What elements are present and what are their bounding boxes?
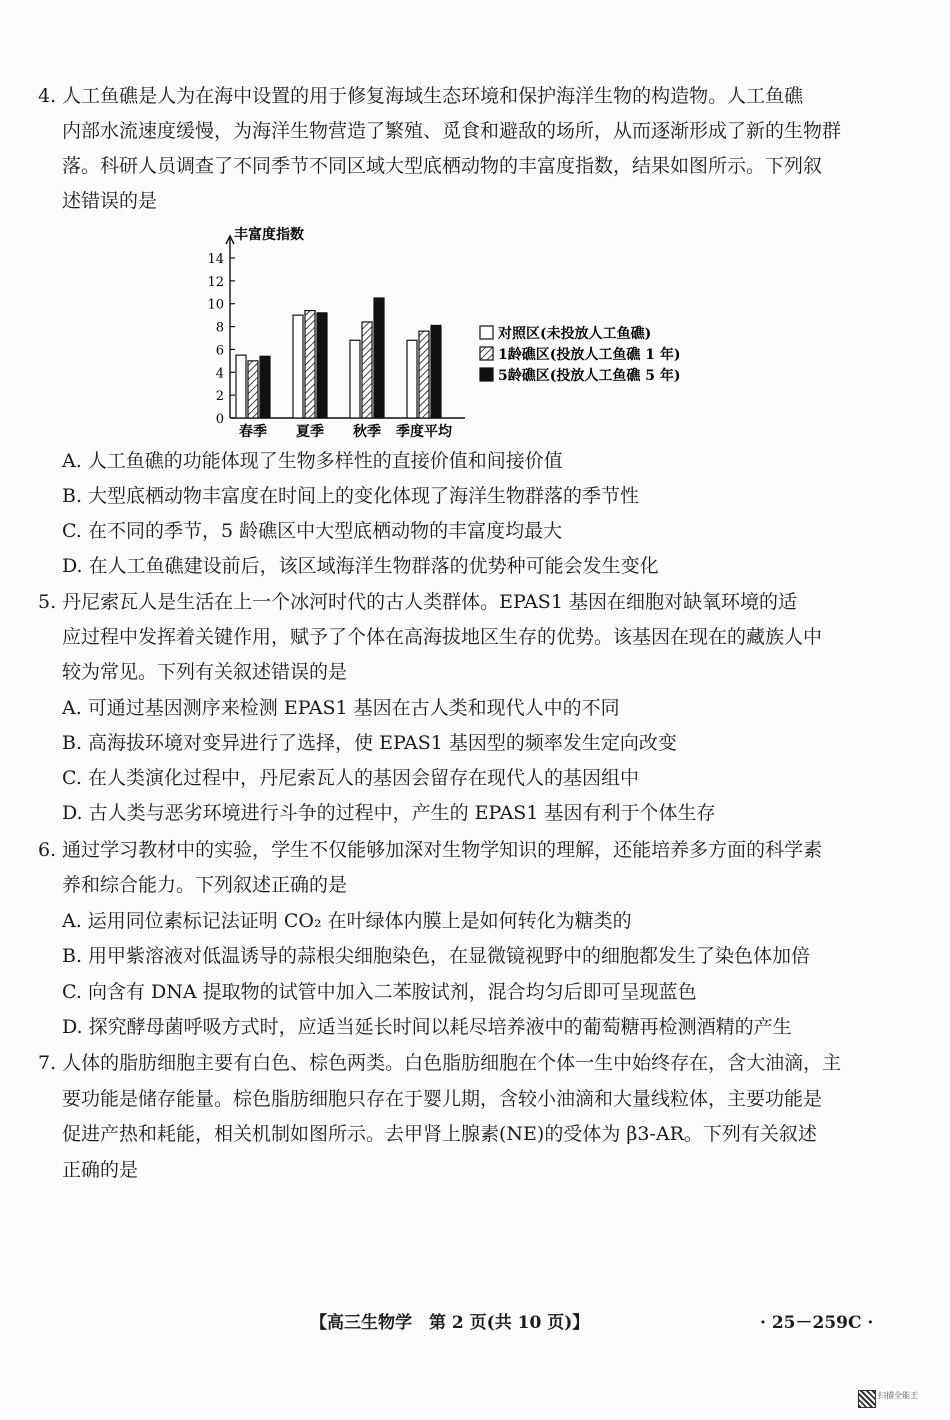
x-tick-label: 夏季 — [296, 424, 324, 440]
q5-option-c: C. 在人类演化过程中，丹尼索瓦人的基因会留存在现代人的基因组中 — [62, 767, 639, 789]
legend-swatch-1 — [480, 347, 493, 360]
bar-3-1 — [419, 331, 429, 418]
y-tick-label: 12 — [207, 274, 224, 290]
scanner-watermark: 扫描全能王 — [878, 1391, 918, 1400]
q7-line-3: 促进产热和耗能，相关机制如图所示。去甲肾上腺素(NE)的受体为 β3-AR。下列有关叙述 — [62, 1123, 817, 1145]
y-axis-label: 丰富度指数 — [234, 227, 304, 243]
q4-option-d: D. 在人工鱼礁建设前后，该区域海洋生物群落的优势种可能会发生变化 — [62, 555, 659, 577]
bar-1-0 — [293, 315, 303, 418]
x-tick-label: 季度平均 — [396, 424, 452, 440]
bar-1-1 — [305, 311, 315, 418]
q4-option-b: B. 大型底栖动物丰富度在时间上的变化体现了海洋生物群落的季节性 — [62, 485, 640, 507]
bar-3-0 — [407, 340, 417, 418]
q6-option-d: D. 探究酵母菌呼吸方式时，应适当延长时间以耗尽培养液中的葡萄糖再检测酒精的产生 — [62, 1016, 792, 1038]
q4-line-1: 4. 人工鱼礁是人为在海中设置的用于修复海域生态环境和保护海洋生物的构造物。人工鱼礁 — [38, 85, 804, 107]
q7-line-1: 7. 人体的脂肪细胞主要有白色、棕色两类。白色脂肪细胞在个体一生中始终存在，含大油滴，主 — [38, 1052, 842, 1074]
y-tick-label: 6 — [215, 343, 224, 359]
y-tick-label: 0 — [215, 412, 224, 427]
q6-option-c: C. 向含有 DNA 提取物的试管中加入二苯胺试剂，混合均匀后即可呈现蓝色 — [62, 981, 697, 1003]
bar-3-2 — [431, 325, 441, 418]
legend-label-0: 对照区(未投放人工鱼礁) — [498, 326, 652, 342]
bar-2-2 — [374, 298, 384, 418]
legend-label-1: 1龄礁区(投放人工鱼礁 1 年) — [498, 347, 681, 363]
q6-option-a: A. 运用同位素标记法证明 CO₂ 在叶绿体内膜上是如何转化为糖类的 — [62, 910, 632, 932]
q6-line-1: 6. 通过学习教材中的实验，学生不仅能够加深对生物学知识的理解，还能培养多方面的科学素 — [38, 839, 823, 861]
x-tick-label: 秋季 — [353, 424, 381, 440]
q5-option-b: B. 高海拔环境对变异进行了选择，使 EPAS1 基因型的频率发生定向改变 — [62, 732, 677, 754]
bar-1-2 — [317, 313, 327, 418]
q6-option-b: B. 用甲紫溶液对低温诱导的蒜根尖细胞染色，在显微镜视野中的细胞都发生了染色体加倍 — [62, 945, 811, 967]
page-footer-title: 【高三生物学 第 2 页(共 10 页)】 — [310, 1313, 590, 1333]
legend-swatch-2 — [480, 368, 493, 381]
qr-code-icon — [858, 1390, 876, 1408]
q4-option-c: C. 在不同的季节，5 龄礁区中大型底栖动物的丰富度均最大 — [62, 520, 563, 542]
page-footer-code: · 25－259C · — [760, 1313, 874, 1333]
bar-0-1 — [248, 361, 258, 418]
q5-option-d: D. 古人类与恶劣环境进行斗争的过程中，产生的 EPAS1 基因有利于个体生存 — [62, 802, 716, 824]
q4-option-a: A. 人工鱼礁的功能体现了生物多样性的直接价值和间接价值 — [62, 450, 563, 472]
q5-line-3: 较为常见。下列有关叙述错误的是 — [62, 661, 348, 683]
y-tick-label: 14 — [207, 252, 224, 267]
q5-line-1: 5. 丹尼索瓦人是生活在上一个冰河时代的古人类群体。EPAS1 基因在细胞对缺氧环境的适 — [38, 591, 797, 613]
legend-label-2: 5龄礁区(投放人工鱼礁 5 年) — [498, 368, 681, 384]
q4-line-3: 落。科研人员调查了不同季节不同区域大型底栖动物的丰富度指数，结果如图所示。下列叙 — [62, 155, 823, 177]
x-tick-label: 春季 — [239, 424, 267, 440]
bar-2-1 — [362, 322, 372, 418]
y-tick-label: 10 — [207, 297, 224, 313]
y-tick-label: 2 — [215, 389, 224, 405]
y-tick-label: 8 — [215, 320, 224, 336]
legend-swatch-0 — [480, 326, 493, 339]
q7-line-2: 要功能是储存能量。棕色脂肪细胞只存在于婴儿期，含较小油滴和大量线粒体，主要功能是 — [62, 1088, 823, 1110]
y-tick-label: 4 — [215, 366, 224, 382]
q4-line-4: 述错误的是 — [62, 190, 158, 212]
q5-line-2: 应过程中发挥着关键作用，赋予了个体在高海拔地区生存的优势。该基因在现在的藏族人中 — [62, 626, 823, 648]
richness-bar-chart — [190, 218, 710, 448]
bar-0-0 — [236, 355, 246, 418]
q7-line-4: 正确的是 — [62, 1159, 139, 1181]
bar-0-2 — [260, 356, 270, 418]
q6-line-2: 养和综合能力。下列叙述正确的是 — [62, 874, 348, 896]
bar-2-0 — [350, 340, 360, 418]
q5-option-a: A. 可通过基因测序来检测 EPAS1 基因在古人类和现代人中的不同 — [62, 697, 620, 719]
q4-line-2: 内部水流速度缓慢，为海洋生物营造了繁殖、觅食和避敌的场所，从而逐渐形成了新的生物群 — [62, 120, 842, 142]
